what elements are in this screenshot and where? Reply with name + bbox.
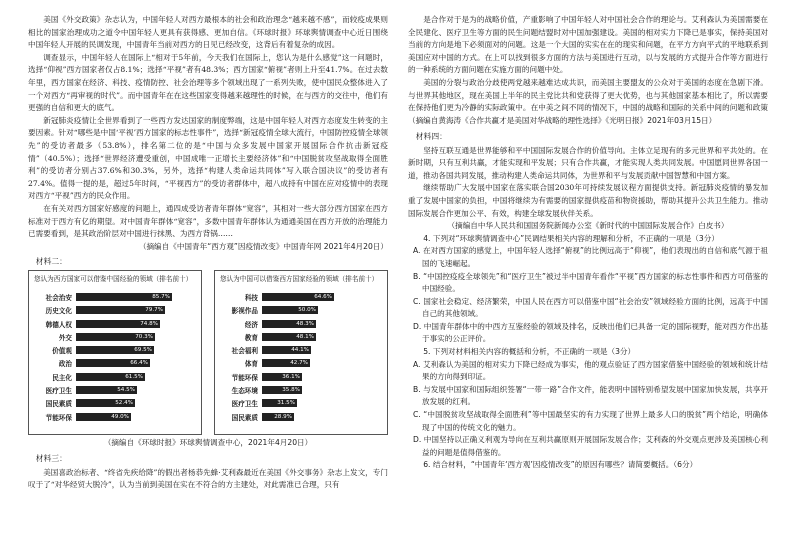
value-label: 42.7%	[290, 360, 308, 367]
option-a: A. 艾利森认为美国的相对实力下降已经成为事实，他的观点验证了西方国家借鉴中国经验的领域和统计结果的方向得到印证。	[413, 359, 768, 382]
bar-track	[76, 306, 196, 314]
source-citation: （摘编自中华人民共和国国务院新闻办公室《新时代的中国国际发展合作》白皮书）	[447, 221, 729, 231]
category-label: 社会福利	[231, 347, 258, 356]
material-label: 材料四：	[415, 131, 447, 141]
category-label: 生态环境	[231, 387, 258, 395]
bar-row	[220, 370, 382, 383]
value-label: 52.4%	[115, 400, 133, 407]
category-label: 国民素质	[231, 413, 258, 422]
value-label: 35.8%	[282, 387, 300, 393]
bar-track	[76, 333, 196, 341]
category-label: 政治	[58, 360, 72, 369]
question-4: 4. 下列对“环球舆情调查中心”民调结果相关内容的理解和分析，不正确的一项是（3分）	[423, 233, 719, 243]
category-label: 节能环保	[231, 373, 258, 382]
value-label: 48.1%	[296, 333, 314, 340]
category-label: 教育	[244, 333, 258, 342]
value-label: 79.7%	[145, 307, 163, 314]
category-label: 体育	[244, 360, 258, 369]
value-label: 66.4%	[130, 360, 148, 367]
bar-row	[34, 343, 196, 356]
category-label: 国民素质	[45, 400, 72, 409]
chart-title: 您认为中国可以借鉴西方国家经验的领域（排名前十）	[220, 275, 379, 284]
value-label: 64.6%	[314, 293, 332, 300]
value-label: 28.9%	[274, 413, 292, 420]
bar-track	[76, 293, 196, 301]
option-d: D. 中国青年群体中的中西方互鉴经验的领域及排名，反映出他们已具备一定的国际视野，能对西方作出基于事实的公正评价。	[413, 321, 768, 344]
category-label: 韩德人权	[45, 320, 72, 329]
value-label: 49.0%	[111, 413, 129, 420]
paragraph: 美国喜政治标者、“终省先疾给降”的假出者杨恭先蜂·艾利森最近在美国《外交事务》杂志上发文，专门叹于了“对华经贸大脱冷”，认为当前到美国在实在不符合的方主建处，对此需准已合理，只有	[28, 467, 388, 490]
bar-track	[262, 320, 382, 328]
bar-row	[34, 304, 196, 317]
bar-track	[262, 293, 382, 301]
paragraph: 是合作对于是为的战略价值，产重影响了中国年轻人对中国社会合作的理论与。艾利森认为美国需要在全民建化、医疗卫生等方面的民生问题结盟时对中国加强建设。美国的相对实力下降已是事实，保持美国对当前的方向是地下必须面对的问题。这是一个大国的实实在在的现实和问题，在平方方向平式的平地联系到美国应对中国的方式。在上可以找到很多方面的方法与美国进行互动，以与发展的方式提升合作等方面进行的一种系统的方面问题在实施方面的问题中处。	[408, 15, 768, 75]
value-label: 70.3%	[135, 333, 153, 340]
bar-track	[76, 413, 196, 421]
question-6: 6. 结合材料，“中国青年‘西方观’因疫情改变”的原因有哪些？请简要概括。（6分）	[423, 460, 698, 470]
value-label: 85.7%	[152, 293, 170, 300]
value-label: 48.3%	[296, 320, 314, 327]
bar-track	[262, 386, 382, 394]
value-label: 69.5%	[134, 347, 152, 354]
option-d: D. 中国坚持以正确义利观为导向在互利共赢原则开展国际发展合作；艾利森的外交观点更涉及美国核心利益的问题是值得借鉴的。	[413, 435, 768, 457]
value-label: 61.5%	[125, 373, 143, 380]
bar-row	[34, 410, 196, 423]
bar-row	[34, 383, 196, 396]
value-label: 54.5%	[117, 387, 135, 393]
material-label: 材料三：	[35, 453, 67, 463]
chart-west-learn-china	[28, 270, 202, 435]
bar-row	[220, 317, 382, 330]
bar-row	[220, 343, 382, 356]
bar-row	[220, 304, 382, 317]
right-column	[408, 14, 768, 472]
bar-track	[76, 346, 196, 354]
option-c: C. 国家社会稳定、经济繁荣，中国人民在西方可以借鉴中国“社会治安”领域经验方面的比例，远高于中国自己的其他领域。	[413, 296, 768, 319]
bar-track	[262, 346, 382, 354]
bar-row	[220, 330, 382, 343]
chart-title: 您认为西方国家可以借鉴中国经验的领域（排名前十）	[34, 275, 193, 284]
bar-row	[34, 357, 196, 370]
bar-track	[76, 359, 196, 367]
category-label: 医疗卫生	[231, 400, 258, 409]
chart-china-learn-west	[214, 270, 388, 435]
paragraph: 新冠肺炎疫情让全世界看到了一些西方发达国家的制度弊端，这是中国年轻人对西方态度发生转变的主要因素。针对“哪些是中国‘平视’西方国家的标志性事件”，选择“新冠疫情全球大流行，中国防控疫情全球领先”的受访者最多（53.8%），排名第二位的是“中国与众多发展中国家开展国际合作抗击新冠疫情”（40.5%）；选择“世界经济遭受重创，中国成唯一正增长主要经济体”和“中国脱贫攻坚战取得全面胜利”的受访者分别占37.6%和30.3%，另外，选择“构建人类命运共同体”写入联合国决议”的受访者有27.4%。值得一提的是，超过5年时间，“平视西方”的受访者群体中，超八成持有中国在应对疫情中的表现对西方“平视”西方的民众作用。	[28, 115, 388, 201]
bar-row	[220, 357, 382, 370]
bar-row	[34, 317, 196, 330]
bar-track	[262, 306, 382, 314]
option-b: B. 与发展中国家和国际组织签署“一带一路”合作文件，能表明中国特别希望发展中国家加快发展，共享开放发展的红利。	[413, 384, 768, 407]
material-label: 材料二：	[35, 257, 67, 267]
option-b: B. “中国控疫疫全球领先”和“医疗卫生”被过半中国青年看作“平视”西方国家的标志性事件和西方可借鉴的中国经验。	[413, 271, 768, 294]
category-label: 科技	[244, 293, 258, 302]
paragraph: 继续帮助广大发展中国家在落实联合国2030年可持续发展议程方面提供支持。新冠肺炎疫情的暴发加重了发展中国家的负担，中国将继续为有需要的国家提供疫苗和物资援助，帮助其提升公共卫生能力。推动国际发展合作更加公平、有效，构建全球发展伙伴关系。	[408, 183, 768, 218]
bar-track	[262, 399, 382, 407]
category-label: 社会治安	[45, 293, 72, 302]
value-label: 36.1%	[282, 373, 300, 380]
bar-list	[220, 290, 382, 423]
bar-row	[220, 397, 382, 410]
bar-track	[262, 359, 382, 367]
bar-track	[76, 373, 196, 381]
bar-row	[220, 290, 382, 303]
chart-pair	[28, 270, 388, 435]
left-column	[28, 14, 388, 492]
category-label: 民主化	[52, 373, 72, 382]
bar-list	[34, 290, 196, 423]
option-a: A. 在对西方国家的感觉上，中国年轻人选择“俯视”的比例远高于“仰视”，他们表现出的自信和底气源于祖国的飞速崛起。	[413, 246, 768, 268]
category-label: 医疗卫生	[45, 387, 72, 395]
paragraph: 美国的分裂与政治分歧使两党越来越难达成共识，而美国主要盟友的公众对于美国的态度在急剧下滑。与世界其他地区，现在美国上半年的民主党比共和党获得了更大优势，也与其他国家基本相比了，所以需要在保持他们更为冷静的实际政策中。在中美之间不同的情况下，中国的战略和国际的关系中间的问题和政策	[408, 77, 768, 113]
category-label: 价值观	[52, 347, 72, 356]
bar-track	[262, 413, 382, 421]
bar-track	[262, 333, 382, 341]
paragraph: 调查显示，中国年轻人在国际上“相对于5年前，今天我们在国际上，您认为是什么感觉”这一问题时，选择“仰视”西方国家者仅占8.1%；选择“平视”者有48.3%；西方国家“俯视”者则上升至41.7%。在过去数年里，西方国家在经济、科技、疫情防控、社会治理等多个领域出现了一系列失败，使中国民众整体进入了一个对西方“再审视的时代”。而中国青年在在这些国家变得越来越理性的时候，在与西方的交往中，他们有更强的自信和更大的底气。	[28, 52, 388, 113]
paragraph: 坚持互联互通是世界能够和平中国国际发展合作的价值导向。主体立足现有的多元世界和平共处的。在新时期，只有互利共赢，才能实现和平发展；只有合作共赢，才能实现人类共同发展。中国愿同世界各国一道，推动各国共同发展，推动构建人类命运共同体，为世界和平与发展贡献中国智慧和中国方案。	[408, 145, 768, 180]
question-5: 5. 下列对材料相关内容的概括和分析，不正确的一项是（3分）	[423, 347, 636, 357]
paragraph: 美国《外交政策》杂志认为，中国年轻人对西方最根本的社会和政治理念“越来越不感”，而较疫成果则相比的国家治理成功之道令中国年轻人更具有获得感、更加自信。《环球时报》环球舆情调查中心近日围绕中国年轻人开展的民调发现，中国青年当前对西方的日见已经改变，这背后有着复杂的成因。	[28, 15, 388, 50]
bar-track	[76, 320, 196, 328]
bar-row	[34, 397, 196, 410]
value-label: 31.5%	[277, 400, 295, 407]
bar-track	[76, 386, 196, 394]
source-citation: （摘编自《中国青年“西方观”因疫情改变》中国青年网 2021年4月20日）	[138, 241, 388, 251]
bar-row	[34, 370, 196, 383]
bar-track	[262, 373, 382, 381]
value-label: 74.8%	[140, 320, 158, 327]
value-label: 50.0%	[298, 307, 316, 314]
bar-row	[34, 330, 196, 343]
category-label: 历史文化	[45, 307, 72, 316]
value-label: 44.1%	[291, 347, 309, 354]
option-c: C. “中国脱贫攻坚战取得全面胜利”等中国最坚实的有力实现了世界上最多人口的脱贫”两个结论，明确体现了中国的传统文化的魅力。	[413, 410, 768, 432]
category-label: 节能环保	[45, 413, 72, 422]
bar-row	[34, 290, 196, 303]
category-label: 影视作品	[231, 307, 258, 316]
bar-row	[220, 383, 382, 396]
source-citation: （摘编自黄海涛《合作共赢才是美国对华战略的理性选择》《光明日报》2021年03月15日）	[408, 115, 717, 125]
paragraph: 在有关对西方国家好感度的问题上，通四成受访者青年群体“宽容”，其相对一些大部分西方国家在西方标准对于西方有亿的期望。对中国青年群体“宽容”，多数中国青年群体认为通通美国在西方开放的治理能力已需要看到，是其政治阶层对中国进行抹黑、为西方背锅……	[28, 203, 388, 239]
bar-track	[76, 399, 196, 407]
bar-row	[220, 410, 382, 423]
source-citation: （摘编自《环球时报》环球舆情调查中心，2021年4月20日）	[103, 438, 313, 448]
category-label: 经济	[244, 320, 258, 329]
category-label: 外交	[58, 333, 72, 342]
